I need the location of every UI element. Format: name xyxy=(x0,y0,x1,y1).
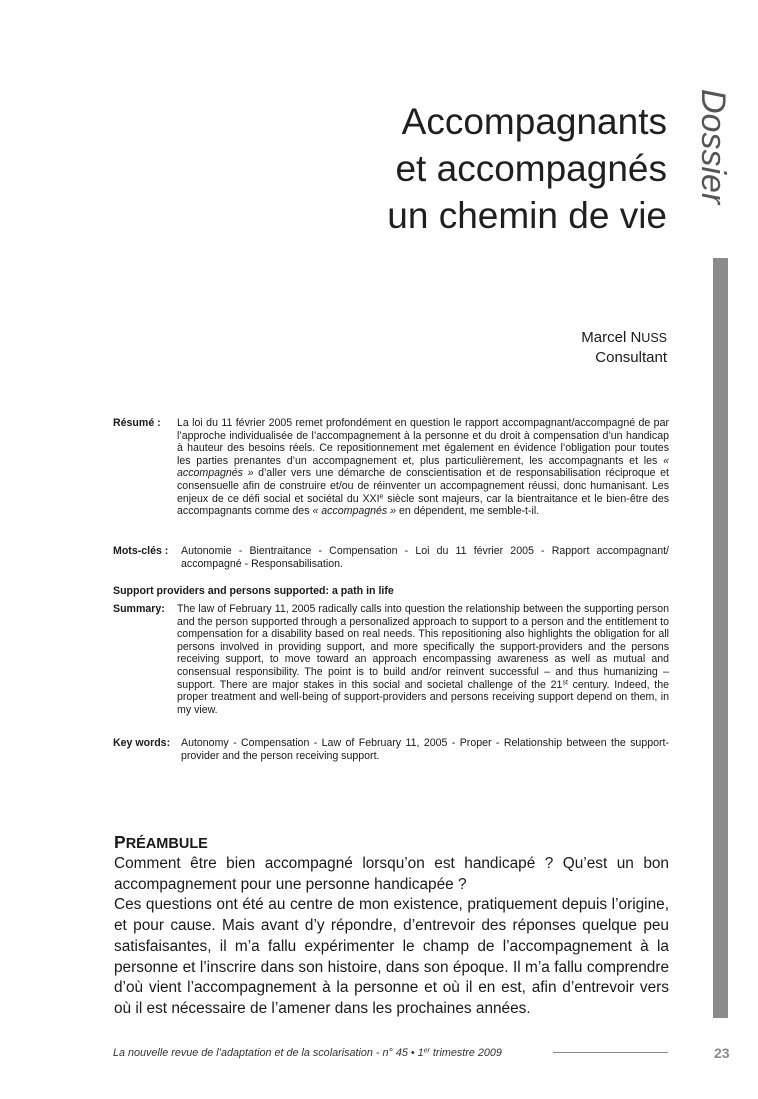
footer-journal-citation: La nouvelle revue de l’adaptation et de la scolarisation - n° 45 • 1er trimestre 2009 xyxy=(113,1047,502,1059)
title-line-1: Accompagnants xyxy=(401,101,667,142)
article-title xyxy=(247,98,667,239)
keywords-en xyxy=(113,737,669,762)
keywords-fr-text: Autonomie - Bientraitance - Compensation - Loi du 11 février 2005 - Rapport accompagnant/ accompagné - Responsabilisation. xyxy=(181,545,669,570)
keywords-fr xyxy=(113,545,669,570)
summary-en-label: Summary: xyxy=(113,603,165,615)
section-label xyxy=(690,85,740,215)
abstract-fr-label: Résumé : xyxy=(113,417,161,429)
author-name: Marcel NUSS xyxy=(581,329,667,346)
english-title: Support providers and persons supported: a path in life xyxy=(113,585,394,597)
title-line-3: un chemin de vie xyxy=(387,195,667,236)
title-line-2: et accompagnés xyxy=(395,148,667,189)
summary-en-text: The law of February 11, 2005 radically calls into question the relationship between the supporting person and the person supported through a personalized approach to support to a person and the entitlement to compensation for a disability based on real needs. This repositioning also highlights the obligation for all persons involved in providing support, and more specifically the support-providers and the persons receiving support, to move toward an approach encompassing awareness as well as mutual and consensual responsibility. The point is to build and/or reinvent successful – and thus humanizing – support. There are major stakes in this social and societal challenge of the 21st century. Indeed, the proper treatment and well-being of support-providers and persons receiving support depend on them, in my view. xyxy=(177,603,669,716)
keywords-fr-label: Mots-clés : xyxy=(113,545,169,557)
keywords-en-label: Key words: xyxy=(113,737,171,749)
section-label-text: Dossier xyxy=(694,89,732,205)
preamble-paragraph-2: Ces questions ont été au centre de mon existence, pratiquement depuis l’origine, et pour cause. Mais avant d’y répondre, d’entrevoir des réponses quelque peu satisfaisantes, il m’a fallu expérimenter le champ de l’accompagnement à la personne et l’inscrire dans son histoire, dans son époque. Il m’a fallu comprendre d’où vient l’accompagnement à la personne et où il en est, afin d’entrevoir vers où il est nécessaire de l’amener dans les prochaines années. xyxy=(114,896,669,1017)
keywords-en-text: Autonomy - Compensation - Law of February 11, 2005 - Proper - Relationship between the support-provider and the person receiving support. xyxy=(181,737,669,762)
footer-divider xyxy=(553,1052,668,1053)
summary-en xyxy=(113,603,669,716)
abstract-fr-text: La loi du 11 février 2005 remet profondément en question le rapport accompagnant/accompagné de par l’approche individualisée de l’accompagnement à la personne et du droit à compensation d’un handicap à hauteur des besoins réels. Ce repositionnement met également en évidence l’obligation pour toutes les parties prenantes d’un accompagnement et, plus particulièrement, les accompagnants et les « accompagnés » d’aller vers une démarche de conscientisation et de responsabilisation réciproque et consensuelle afin de construire et/ou de réinventer un accompagnement réussi, donc humanisant. Les enjeux de ce défi social et sociétal du XXIe siècle sont majeurs, car la bientraitance et le bien-être des accompagnants comme des « accompagnés » en dépendent, me semble-t-il. xyxy=(177,417,669,518)
page-number: 23 xyxy=(714,1045,730,1061)
author-role: Consultant xyxy=(595,349,667,366)
author-block xyxy=(581,328,667,367)
abstract-fr xyxy=(113,417,669,518)
preamble-heading: PRÉAMBULE xyxy=(114,832,208,852)
side-bar-decoration xyxy=(713,258,728,1018)
preamble-paragraph-1: Comment être bien accompagné lorsqu’on est handicapé ? Qu’est un bon accompagnement pour une personne handicapée ? xyxy=(114,855,669,893)
preamble-body xyxy=(114,854,669,1020)
